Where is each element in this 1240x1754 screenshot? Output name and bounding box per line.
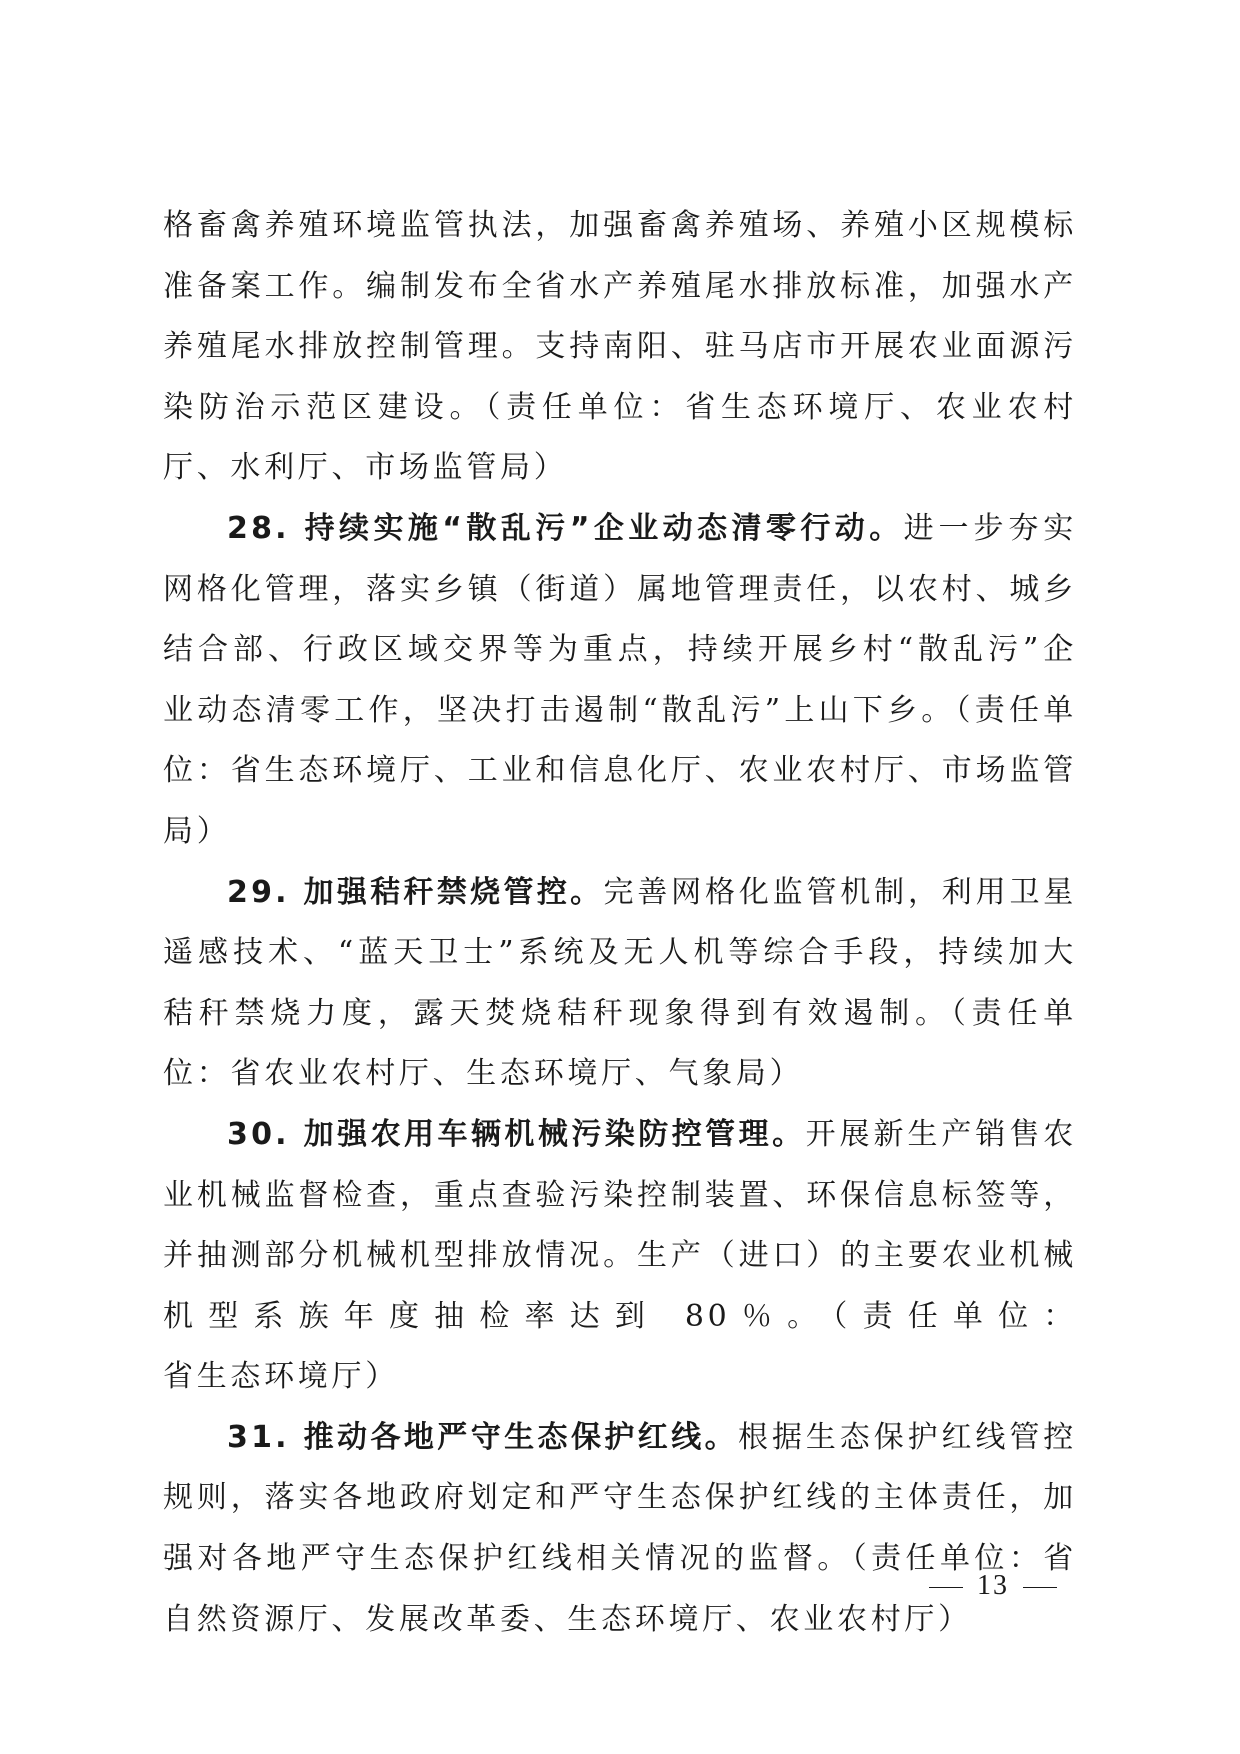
page-number-footer <box>915 1570 1071 1602</box>
responsibility-units: 省生态环境厅） <box>163 1359 399 1395</box>
responsibility-label: （责任单位： <box>851 1541 1044 1577</box>
paragraph-heading: 30. 加强农用车辆机械污染防控管理。 <box>227 1116 806 1152</box>
responsibility-label: （责任单位： <box>163 692 1077 789</box>
responsibility-units: 省农业农村厅、生态环境厅、气象局） <box>230 1056 804 1092</box>
paragraph-28 <box>163 499 1077 863</box>
paragraph-30 <box>163 1105 1077 1408</box>
responsibility-units: 省自然资源厅、发展改革委、生态环境厅、农业农村厅） <box>163 1541 1077 1637</box>
paragraph-heading: 28. 持续实施“散乱污”企业动态清零行动。 <box>227 510 904 546</box>
paragraph-heading: 29. 加强秸秆禁烧管控。 <box>227 874 604 910</box>
responsibility-units: 省生态环境厅、农业农村厅、水利厅、市场监管局） <box>163 389 1077 486</box>
right-dash <box>1023 1587 1057 1588</box>
paragraph-body: 完善网格化监管机制，利用卫星遥感技术、“蓝天卫士”系统及无人机等综合手段，持续加大秸秆禁烧力度，露天焚烧秸秆现象得到有效遏制。 <box>163 874 1077 1031</box>
paragraph-31 <box>163 1408 1077 1650</box>
paragraph-body: 根据生态保护红线管控规则，落实各地政府划定和严守生态保护红线的主体责任，加强对各地严守生态保护红线相关情况的监督。 <box>163 1419 1078 1577</box>
document-body <box>163 196 1077 1650</box>
left-dash <box>929 1587 963 1588</box>
paragraph-body: 开展新生产销售农业机械监督检查，重点查验污染控制装置、环保信息标签等，并抽测部分机械机型排放情况。生产（进口）的主要农业机械机型系族年度抽检率达到 80％。 <box>163 1116 1077 1334</box>
paragraph-heading: 31. 推动各地严守生态保护红线。 <box>227 1419 739 1455</box>
responsibility-label: （责任单位： <box>163 995 1077 1092</box>
paragraph-27-continued <box>163 196 1077 499</box>
responsibility-units: 省生态环境厅、工业和信息化厅、农业农村厅、市场监管局） <box>163 753 1077 849</box>
paragraph-body: 进一步夯实网格化管理，落实乡镇（街道）属地管理责任，以农村、城乡结合部、行政区域交界等为重点，持续开展乡村“散乱污”企业动态清零工作，坚决打击遏制“散乱污”上山下乡。 <box>163 510 1078 728</box>
responsibility-label: （责任单位： <box>485 389 686 425</box>
page-number: 13 <box>977 1570 1009 1601</box>
paragraph-29 <box>163 863 1077 1105</box>
responsibility-label: （责任单位： <box>832 1298 1077 1334</box>
paragraph-body: 格畜禽养殖环境监管执法，加强畜禽养殖场、养殖小区规模标准备案工作。编制发布全省水产养殖尾水排放标准，加强水产养殖尾水排放控制管理。支持南阳、驻马店市开展农业面源污染防治示范区建设。 <box>163 208 1077 425</box>
